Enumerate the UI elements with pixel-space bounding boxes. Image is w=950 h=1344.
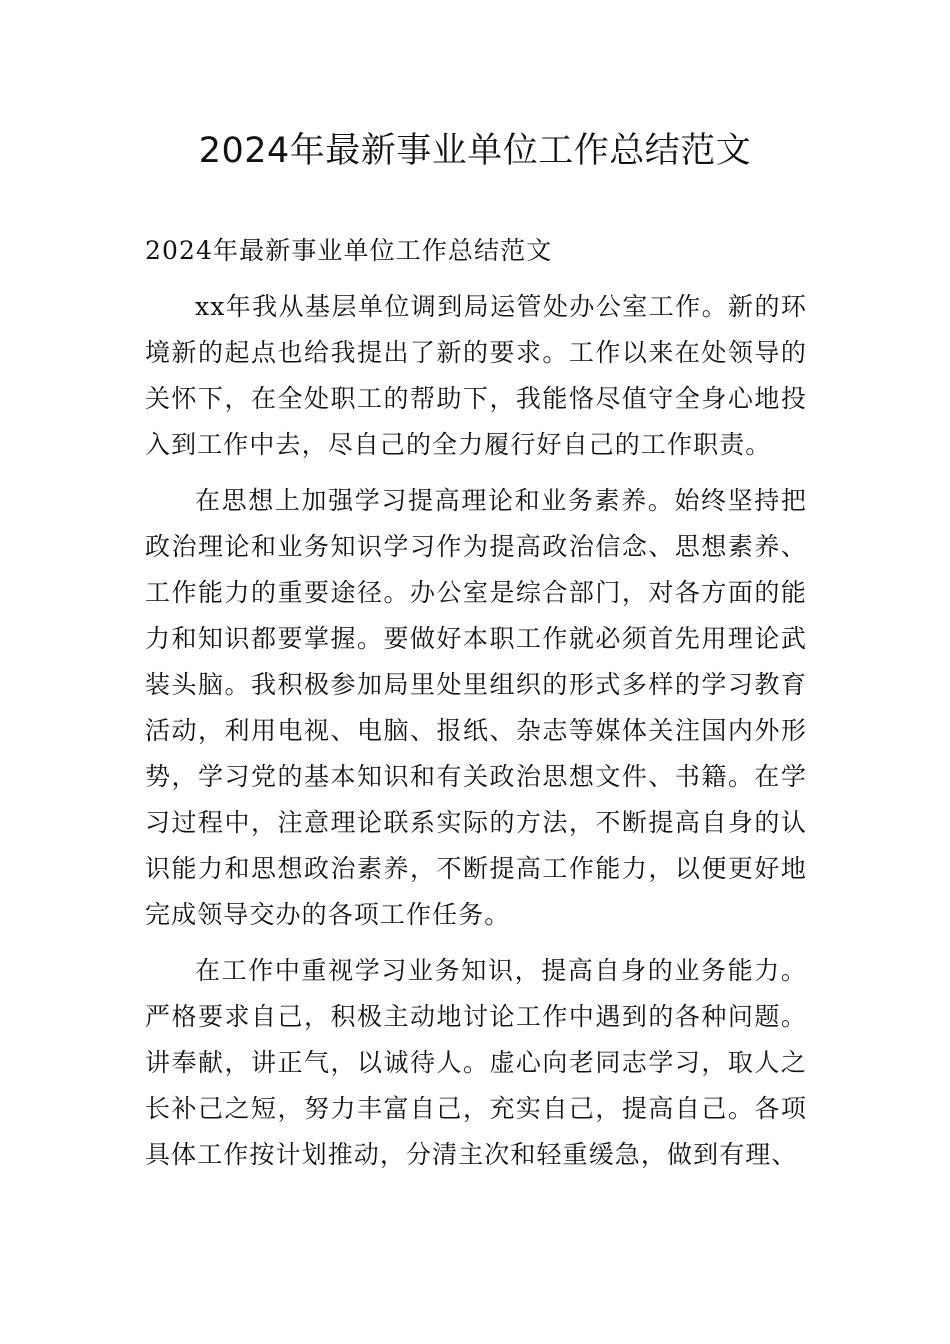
document-subtitle: 2024年最新事业单位工作总结范文 (145, 236, 553, 265)
paragraph-3: 在工作中重视学习业务知识，提高自身的业务能力。严格要求自己，积极主动地讨论工作中遇到的各种问题。讲奉献，讲正气，以诚待人。虚心向老同志学习，取人之长补己之短，努力丰富自己，充实自己，提高自己。各项具体工作按计划推动，分清主次和轻重缓急，做到有理、 (145, 956, 807, 1169)
paragraph-1: xx年我从基层单位调到局运管处办公室工作。新的环境新的起点也给我提出了新的要求。工作以来在处领导的关怀下，在全处职工的帮助下，我能恪尽值守全身心地投入到工作中去，尽自己的全力履行好自己的工作职责。 (145, 292, 807, 459)
paragraph-2: 在思想上加强学习提高理论和业务素养。始终坚持把政治理论和业务知识学习作为提高政治信念、思想素养、工作能力的重要途径。办公室是综合部门，对各方面的能力和知识都要掌握。要做好本职工作就必须首先用理论武装头脑。我积极参加局里处里组织的形式多样的学习教育活动，利用电视、电脑、报纸、杂志等媒体关注国内外形势，学习党的基本知识和有关政治思想文件、书籍。在学习过程中，注意理论联系实际的方法，不断提高自身的认识能力和思想政治素养，不断提高工作能力，以便更好地完成领导交办的各项工作任务。 (145, 486, 807, 929)
document-title: 2024年最新事业单位工作总结范文 (198, 131, 752, 171)
document-body (145, 228, 807, 1188)
